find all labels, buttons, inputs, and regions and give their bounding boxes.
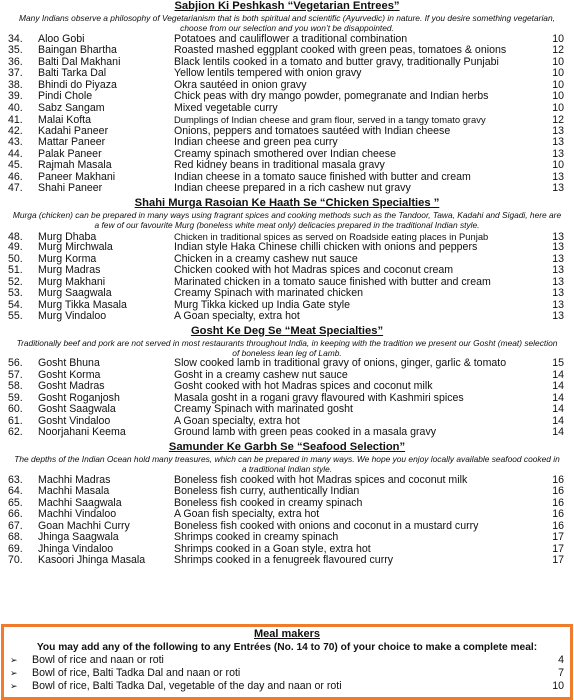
item-name: Balti Dal Makhani — [38, 55, 121, 68]
item-name: Murg Tikka Masala — [38, 298, 127, 311]
item-number: 70. — [8, 554, 23, 567]
item-description: A Goan specialty, extra hot — [174, 415, 300, 427]
item-price: 13 — [552, 230, 564, 243]
item-name: Rajmah Masala — [38, 159, 112, 172]
item-number: 53. — [8, 287, 23, 300]
item-number: 48. — [8, 230, 23, 243]
meal-maker-row — [10, 667, 564, 680]
item-number: 34. — [8, 32, 23, 45]
item-name: Shahi Paneer — [38, 182, 103, 195]
item-description: Okra sautéed in onion gravy — [174, 79, 307, 91]
item-price: 16 — [552, 496, 564, 509]
item-name: Paneer Makhani — [38, 170, 116, 183]
item-description: Gosht in a creamy cashew nut sauce — [174, 369, 348, 381]
item-name: Murg Vindaloo — [38, 310, 107, 323]
item-price: 13 — [552, 147, 564, 160]
item-price: 13 — [552, 298, 564, 311]
menu-item-row — [8, 427, 566, 439]
section-description: Murga (chicken) can be prepared in many ways using fragrant spices and cooking methods such as the Tandoor, Tawa, Kadahi and Sigadi, here are a few of our favourite Murg (boneless white meat only) delicacies prepared in the traditional Indian style. — [12, 209, 562, 231]
item-description: Mixed vegetable curry — [174, 102, 278, 114]
item-number: 61. — [8, 414, 23, 427]
item-description: Yellow lentils tempered with onion gravy — [174, 68, 362, 80]
item-number: 67. — [8, 519, 23, 532]
item-description: Black lentils cooked in a tomato and butter gravy, traditionally Punjabi — [174, 56, 499, 68]
meal-maker-price: 7 — [558, 667, 564, 679]
item-price: 14 — [552, 403, 564, 416]
item-name: Goan Machhi Curry — [38, 519, 130, 532]
item-price: 16 — [552, 519, 564, 532]
item-price: 16 — [552, 473, 564, 486]
section-title: Gosht Ke Deg Se “Meat Specialties” — [190, 324, 384, 337]
meal-maker-price: 4 — [558, 654, 564, 666]
item-price: 17 — [552, 542, 564, 555]
item-number: 58. — [8, 380, 23, 393]
item-description: Indian cheese and green pea curry — [174, 137, 338, 149]
item-name: Gosht Madras — [38, 380, 105, 393]
item-price: 14 — [552, 391, 564, 404]
meal-maker-description: Bowl of rice, Balti Tadka Dal and naan or roti — [32, 667, 241, 679]
item-number: 56. — [8, 357, 23, 370]
item-number: 39. — [8, 90, 23, 103]
item-price: 13 — [552, 275, 564, 288]
item-number: 43. — [8, 136, 23, 149]
item-description: Ground lamb with green peas cooked in a masala gravy — [174, 427, 437, 439]
menu-item-row — [8, 555, 566, 567]
item-price: 13 — [552, 287, 564, 300]
item-name: Murg Madras — [38, 264, 101, 277]
item-number: 51. — [8, 264, 23, 277]
item-name: Kadahi Paneer — [38, 124, 109, 137]
item-name: Jhinga Saagwala — [38, 531, 119, 544]
item-number: 41. — [8, 114, 23, 127]
item-number: 54. — [8, 298, 23, 311]
section-title: Sabjion Ki Peshkash “Vegetarian Entrees” — [174, 0, 400, 12]
item-description: Onions, peppers and tomatoes sautéed with Indian cheese — [174, 125, 451, 137]
item-description: Creamy Spinach with marinated gosht — [174, 404, 354, 416]
item-price: 10 — [552, 101, 564, 114]
item-description: Roasted mashed eggplant cooked with green peas, tomatoes & onions — [174, 45, 507, 57]
item-description: Indian style Haka Chinese chilli chicken with onions and peppers — [174, 242, 478, 254]
item-name: Machhi Masala — [38, 485, 110, 498]
item-description: Boneless fish cooked with hot Madras spices and coconut milk — [174, 474, 468, 486]
item-price: 13 — [552, 252, 564, 265]
item-name: Murg Saagwala — [38, 287, 112, 300]
item-name: Aloo Gobi — [38, 32, 85, 45]
item-description: Slow cooked lamb in traditional gravy of onions, ginger, garlic & tomato — [174, 358, 507, 370]
item-name: Gosht Roganjosh — [38, 391, 120, 404]
item-price: 13 — [552, 182, 564, 195]
item-description: Boneless fish cooked with onions and coconut in a mustard curry — [174, 520, 479, 532]
item-number: 46. — [8, 170, 23, 183]
item-description: Chicken cooked with hot Madras spices and coconut cream — [174, 265, 454, 277]
item-price: 15 — [552, 357, 564, 370]
menu-section — [8, 197, 566, 325]
item-description: Boneless fish curry, authentically Indian — [174, 486, 360, 498]
item-description: Dumplings of Indian cheese and gram flour, served in a tangy tomato gravy — [174, 114, 486, 126]
item-price: 10 — [552, 67, 564, 80]
item-description: Marinated chicken in a tomato sauce finished with butter and cream — [174, 276, 491, 288]
item-description: A Goan specialty, extra hot — [174, 311, 300, 323]
item-number: 63. — [8, 473, 23, 486]
item-number: 52. — [8, 275, 23, 288]
item-name: Gosht Vindaloo — [38, 414, 111, 427]
item-price: 12 — [552, 44, 564, 57]
section-description: The depths of the Indian Ocean hold many treasures, which can be prepared in many ways. We hope you enjoy locally available seafood cooked in a traditional Indian style. — [14, 453, 560, 475]
item-description: Shrimps cooked in creamy spinach — [174, 532, 339, 544]
item-name: Balti Tarka Dal — [38, 67, 107, 80]
item-price: 10 — [552, 55, 564, 68]
item-price: 17 — [552, 531, 564, 544]
item-name: Kasoori Jhinga Masala — [38, 554, 146, 567]
item-number: 62. — [8, 426, 23, 439]
item-number: 64. — [8, 485, 23, 498]
item-description: Potatoes and cauliflower a traditional combination — [174, 33, 408, 45]
item-price: 14 — [552, 380, 564, 393]
item-name: Murg Makhani — [38, 275, 106, 288]
item-name: Machhi Madras — [38, 473, 111, 486]
item-price: 13 — [552, 264, 564, 277]
item-number: 38. — [8, 78, 23, 91]
menu-item-row — [8, 242, 566, 254]
item-number: 49. — [8, 241, 23, 254]
item-number: 45. — [8, 159, 23, 172]
item-name: Murg Mirchwala — [38, 241, 113, 254]
item-number: 66. — [8, 508, 23, 521]
item-number: 50. — [8, 252, 23, 265]
item-description: Creamy spinach smothered over Indian cheese — [174, 148, 396, 160]
menu-section — [8, 0, 566, 197]
menu-item-row — [8, 103, 566, 115]
item-description: Red kidney beans in traditional masala gravy — [174, 160, 385, 172]
item-number: 35. — [8, 44, 23, 57]
item-number: 37. — [8, 67, 23, 80]
item-number: 40. — [8, 101, 23, 114]
item-description: Chicken in traditional spices as served on Roadside eating places in Punjab — [174, 230, 489, 242]
item-description: Indian cheese in a tomato sauce finished with butter and cream — [174, 171, 471, 183]
item-description: Masala gosht in a rogani gravy flavoured with Kashmiri spices — [174, 392, 464, 404]
item-description: A Goan fish specialty, extra hot — [174, 509, 320, 521]
item-description: Creamy Spinach with marinated chicken — [174, 288, 364, 300]
menu-item-row — [8, 265, 566, 277]
section-description: Traditionally beef and pork are not served in most restaurants throughout India, in keeping with the tradition we present our Gosht (meat) selection of boneless lean leg of Lamb. — [16, 337, 558, 359]
item-name: Malai Kofta — [38, 114, 91, 127]
item-description: Shrimps cooked in a fenugreek flavoured curry — [174, 555, 394, 567]
item-description: Boneless fish cooked in creamy spinach — [174, 497, 363, 509]
item-description: Chicken in a creamy cashew nut sauce — [174, 253, 358, 265]
item-price: 13 — [552, 310, 564, 323]
item-number: 65. — [8, 496, 23, 509]
section-description: Many Indians observe a philosophy of Vegetarianism that is both spiritual and scientific (Ayurvedic) in nature. If you desire something vegetarian, choose from our selection and you won’t be disappointed. — [19, 13, 555, 34]
meal-maker-description: Bowl of rice and naan or roti — [32, 654, 164, 666]
item-number: 47. — [8, 182, 23, 195]
item-name: Bhindi do Piyaza — [38, 78, 117, 91]
item-description: Indian cheese prepared in a rich cashew nut gravy — [174, 183, 411, 195]
item-number: 55. — [8, 310, 23, 323]
item-name: Sabz Sangam — [38, 101, 105, 114]
item-name: Mattar Paneer — [38, 136, 106, 149]
item-price: 13 — [552, 136, 564, 149]
item-name: Baingan Bhartha — [38, 44, 117, 57]
item-name: Pindi Chole — [38, 90, 93, 103]
meal-makers-subtitle: You may add any of the following to any Entrées (No. 14 to 70) of your choice to make a complete meal: — [36, 642, 538, 653]
item-name: Noorjahani Keema — [38, 426, 126, 439]
menu-item-row — [8, 311, 566, 323]
meal-makers-box — [1, 624, 573, 700]
item-number: 36. — [8, 55, 23, 68]
arrow-bullet-icon: ➢ — [10, 681, 18, 691]
item-name: Gosht Korma — [38, 368, 101, 381]
item-description: Shrimps cooked in a Goan style, extra hot — [174, 543, 371, 555]
item-price: 14 — [552, 414, 564, 427]
item-price: 17 — [552, 554, 564, 567]
item-price: 14 — [552, 426, 564, 439]
item-number: 57. — [8, 368, 23, 381]
item-number: 44. — [8, 147, 23, 160]
item-price: 13 — [552, 124, 564, 137]
section-title: Shahi Murga Rasoian Ke Haath Se “Chicken Specialties ” — [134, 196, 440, 209]
menu-section — [8, 441, 566, 569]
item-price: 10 — [552, 90, 564, 103]
item-name: Murg Korma — [38, 252, 97, 265]
item-description: Gosht cooked with hot Madras spices and coconut milk — [174, 381, 433, 393]
item-price: 10 — [552, 78, 564, 91]
item-number: 69. — [8, 542, 23, 555]
section-spacer — [8, 567, 566, 569]
item-number: 42. — [8, 124, 23, 137]
item-price: 16 — [552, 485, 564, 498]
item-price: 16 — [552, 508, 564, 521]
item-price: 12 — [552, 114, 564, 127]
menu-item-row — [8, 183, 566, 195]
meal-makers-title: Meal makers — [253, 628, 321, 640]
menu-item-row — [8, 288, 566, 300]
item-name: Jhinga Vindaloo — [38, 542, 114, 555]
meal-maker-price: 10 — [552, 680, 564, 692]
item-name: Machhi Vindaloo — [38, 508, 117, 521]
item-number: 68. — [8, 531, 23, 544]
meal-maker-description: Bowl of rice, Balti Tadka Dal, vegetable of the day and naan or roti — [32, 680, 342, 692]
section-title: Samunder Ke Garbh Se “Seafood Selection” — [168, 440, 406, 453]
item-price: 13 — [552, 241, 564, 254]
item-price: 10 — [552, 159, 564, 172]
item-name: Machhi Saagwala — [38, 496, 122, 509]
arrow-bullet-icon: ➢ — [10, 655, 18, 665]
item-price: 14 — [552, 368, 564, 381]
item-name: Palak Paneer — [38, 147, 102, 160]
item-price: 13 — [552, 170, 564, 183]
item-name: Gosht Bhuna — [38, 357, 100, 370]
meal-maker-row — [10, 654, 564, 667]
item-price: 10 — [552, 32, 564, 45]
meal-maker-row — [10, 680, 564, 693]
item-name: Murg Dhaba — [38, 230, 97, 243]
item-number: 60. — [8, 403, 23, 416]
arrow-bullet-icon: ➢ — [10, 668, 18, 678]
item-description: Chick peas with dry mango powder, pomegranate and Indian herbs — [174, 91, 489, 103]
item-description: Murg Tikka kicked up India Gate style — [174, 299, 351, 311]
item-number: 59. — [8, 391, 23, 404]
item-name: Gosht Saagwala — [38, 403, 116, 416]
menu-section — [8, 325, 566, 441]
